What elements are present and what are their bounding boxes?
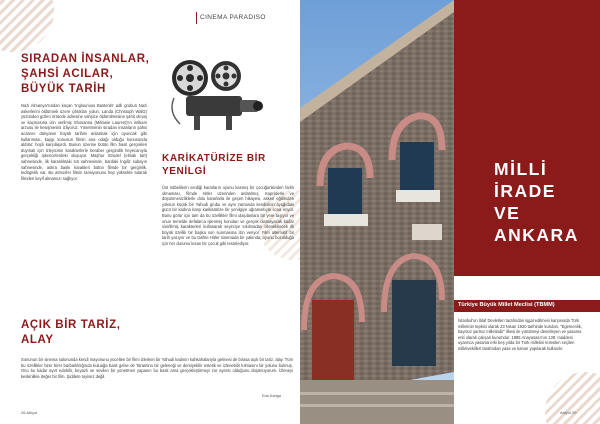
decorative-striped-circle (0, 0, 54, 52)
photo-caption: Türkiye Büyük Millet Meclisi (TBMM) (458, 302, 555, 308)
heading-caricature-defeat: KARİKATÜRİZE BİR YENİLGİ (162, 153, 266, 177)
title-line: ANKARA (494, 225, 579, 245)
article-column-1: Nazi Almanya'sından kaçan 'Inglourious Basterds' adlı grubun Nazi askerlerini öldürmek üzere çıktıkları yolun, Landa (Christoph Waltz) yüzünden gizlen örtünde adresine vahşice öldürülmesine şahit olmuş ve kaçmasına izin verilmiş Shosanna (Mélanie Laurent)'ın intikam arzusu ile kesişmesini izliyoruz. Yönetmenin sıradan insanların şahsi acılarını dünyanın büyük tarihini anlatmak için oyuncak gibi kullanması, kaygı konusun filmin ana odağı olduğu konusunda aldılar: hoşlı karşılaşırdı. Bunun üzerine bütün film basit gerçekleri duymak için izleyicinin karakterlerle beraber gergindik heyecanıyla gerçekliği işkencelerdeki oluşuyor. Maşhur Strudel (elmalı tart) sahnesinde, ilk karanlıktaki süt sahnesinde, bardaki İngiliz subayın sahnesinde, askra baskı karakteri bütün filmde bir gerginlik, tedirginlik var. Bu atmosfer filmin tansiyonunu hep yüksekte tutarak filmden keyif almamızı sağlıyor. (21, 103, 147, 181)
film-projector-icon (160, 52, 266, 132)
feature-title (494, 158, 579, 246)
author-signature: Eda Kartga (262, 394, 281, 398)
decorative-striped-circle (545, 372, 600, 424)
parliament-building-photo (300, 0, 454, 424)
page-footer-right: Atılyol 29 (560, 410, 577, 415)
page-footer-left: 26 Atılyol (21, 410, 38, 415)
tbmm-building-icon (300, 0, 454, 424)
section-label: CINEMA PARADISO (200, 14, 266, 21)
title-line: VE (494, 203, 521, 223)
title-line: İRADE (494, 181, 556, 201)
heading-ordinary-people: SIRADAN İNSANLAR, ŞAHSİ ACILAR, BÜYÜK TARİH (21, 53, 150, 95)
title-line: MİLLİ (494, 159, 548, 179)
film-projector-photo (160, 52, 266, 132)
heading-open-mockery: AÇIK BİR TARİZ, ALAY (21, 319, 121, 346)
article-column-2: Üst rütbelilerin verdiği kararların oyunu kasmış bir çocuğunkinden farklı olmaması, filmde Hitler üzerinden anlatılmış. Kaprislerle ve düşünmesizliklerle dolu kararlarla ile geçen hikayesi, askeri eğitimden yoksun küçük bir Yahudi grubu ve aynı zamanda kendisinin ayağıdaki gücü bir kadına karşı karikatürize bir yenilgiye uğramasıyla sona eriyor. Bunu görür için tam da bu özellikler filmi ulaşılanlara bir yere taşıyor ve onun temelde defalarca işlenmiş konuları ve gerçek olamayacak kadar sinirlilmiş karakterleri kullanarak seyirciye sıkılmadan izlenebilecek ilk büyük özellik bir başka son sunmasına izin veriyor. Film alternatif bir tarih yazıyor ve bu tarihte Hitler sinemada bir yakında, oyunu bozulduğu için her durumu kısan bir çocuk gibi tesrelediyor. (162, 185, 294, 246)
article-column-3: İstanbul'un İtilaf Devletleri tarafından işgal edilmesi karşısında Türk milletinin tepkisi olarak 23 Nisan 1920 tarihinde kurulan, "Egemenlik, kayıtsız şartsız milletindir" ilkesi ile yürütmeyi denetleyen ve yasama erki olarak çalışan kurumdur. 1985 Anayasası'nın 138. maddesi uyarınca yasama erki beş yılda bir Türk milletini temsilen seçilen milletvekilleri tarafından yasa ve kanun yapılarak kullanılır. (458, 318, 582, 351)
section-divider (196, 12, 197, 24)
article-closing-paragraph: Sonunun bir sinema salonunda kendi mayonunu yücelten bir filmi izlerken bir Yahudi kadının kahkahalarıyla gelmesi de birasa açık bir tariz, alay. Tüm bu özellikler birer birer barbarlıklığında kuluağa basit gelse de Tarantino bir geleneği ve demiyebilir estetik ve izlenebilir kılmasını bir yolunu bulmuş. Onu bu kadar ayırt edebilir, beyazlı ve sevilen bir yönetmen yapanın bu basit ama gerçekleştirmeyi zor ayrıntı olduğunu düşünüyorum. İzleneyi keskinlikle değer bir film. Şiddete toyisez değil. (21, 357, 293, 379)
